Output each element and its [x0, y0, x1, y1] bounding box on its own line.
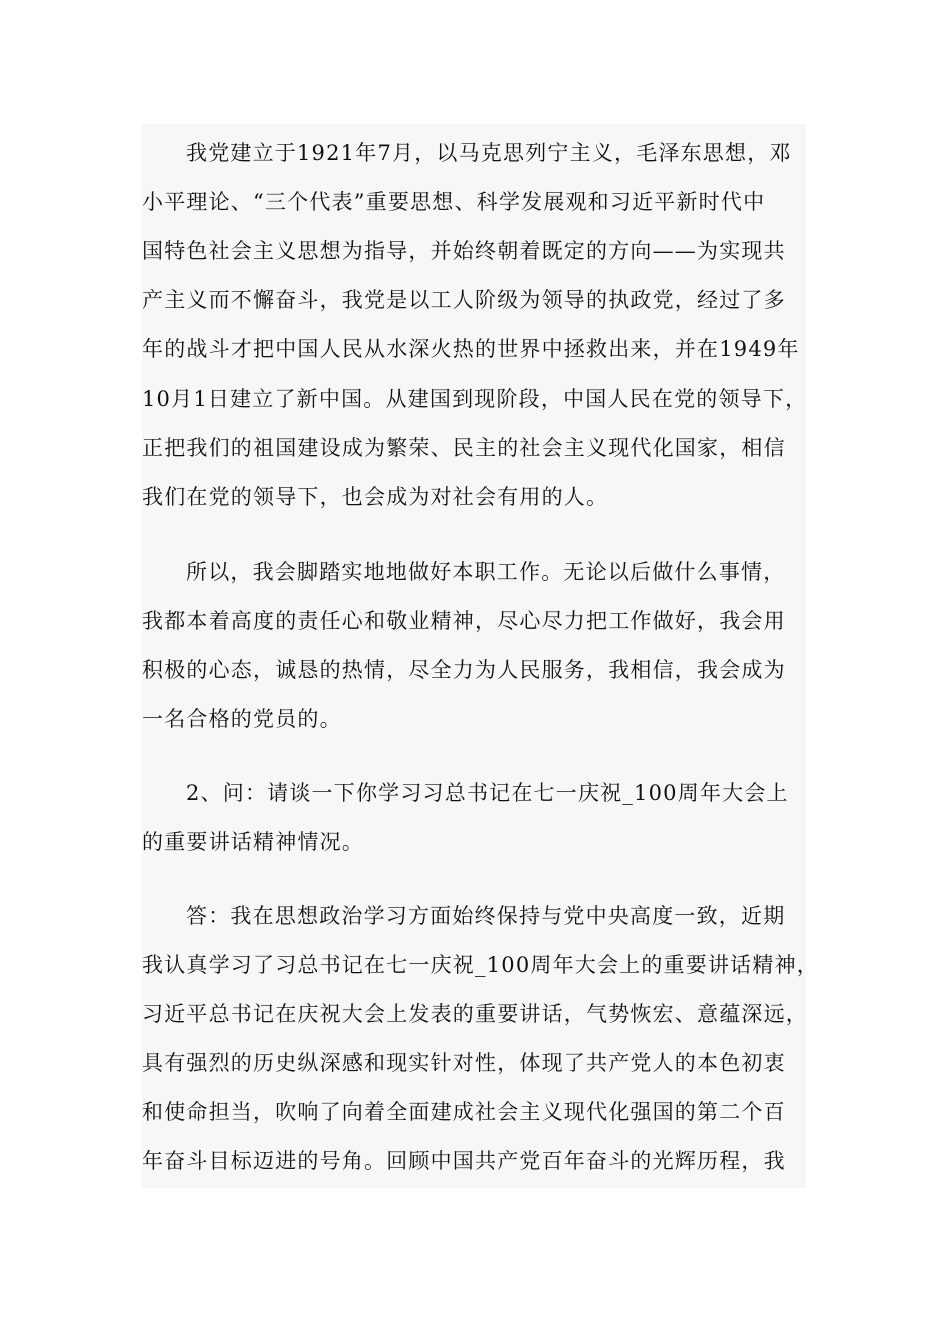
question-line-2: 的重要讲话精神情况。: [142, 830, 364, 854]
answer-line-3: 习近平总书记在庆祝大会上发表的重要讲话，气势恢宏、意蕴深远，: [142, 1002, 808, 1026]
paragraph-2-line-1: 所以，我会脚踏实地地做好本职工作。无论以后做什么事情，: [186, 560, 786, 584]
answer-line-1: 答：我在思想政治学习方面始终保持与党中央高度一致，近期: [186, 904, 786, 928]
question-line-1: 2、问：请谈一下你学习习总书记在七一庆祝_100周年大会上: [186, 781, 789, 805]
paragraph-1-line-2: 小平理论、“三个代表”重要思想、科学发展观和习近平新时代中: [142, 190, 766, 214]
answer-line-2: 我认真学习了习总书记在七一庆祝_100周年大会上的重要讲话精神，: [142, 953, 819, 977]
paragraph-1-line-4: 产主义而不懈奋斗，我党是以工人阶级为领导的执政党，经过了多: [142, 288, 786, 312]
paragraph-2-line-2: 我都本着高度的责任心和敬业精神，尽心尽力把工作做好，我会用: [142, 609, 786, 633]
document-body: [142, 124, 819, 1188]
paragraph-1-line-7: 正把我们的祖国建设成为繁荣、民主的社会主义现代化国家，相信: [142, 436, 786, 460]
answer-line-6: 年奋斗目标迈进的号角。回顾中国共产党百年奋斗的光辉历程，我: [142, 1149, 786, 1173]
paragraph-2-line-3: 积极的心态，诚恳的热情，尽全力为人民服务，我相信，我会成为: [142, 658, 786, 682]
paragraph-2-line-4: 一名合格的党员的。: [142, 707, 342, 731]
answer-line-4: 具有强烈的历史纵深感和现实针对性，体现了共产党人的本色初衷: [142, 1051, 786, 1075]
paragraph-1-line-3: 国特色社会主义思想为指导，并始终朝着既定的方向——为实现共: [142, 239, 786, 263]
answer-line-5: 和使命担当，吹响了向着全面建成社会主义现代化强国的第二个百: [142, 1100, 786, 1124]
paragraph-1-line-1: 我党建立于1921年7月，以马克思列宁主义，毛泽东思想，邓: [186, 141, 792, 165]
paragraph-1-line-6: 10月1日建立了新中国。从建国到现阶段，中国人民在党的领导下，: [142, 387, 808, 411]
paragraph-1-line-8: 我们在党的领导下，也会成为对社会有用的人。: [142, 485, 609, 509]
paragraph-1-line-5: 年的战斗才把中国人民从水深火热的世界中拯救出来，并在1949年: [142, 337, 800, 361]
